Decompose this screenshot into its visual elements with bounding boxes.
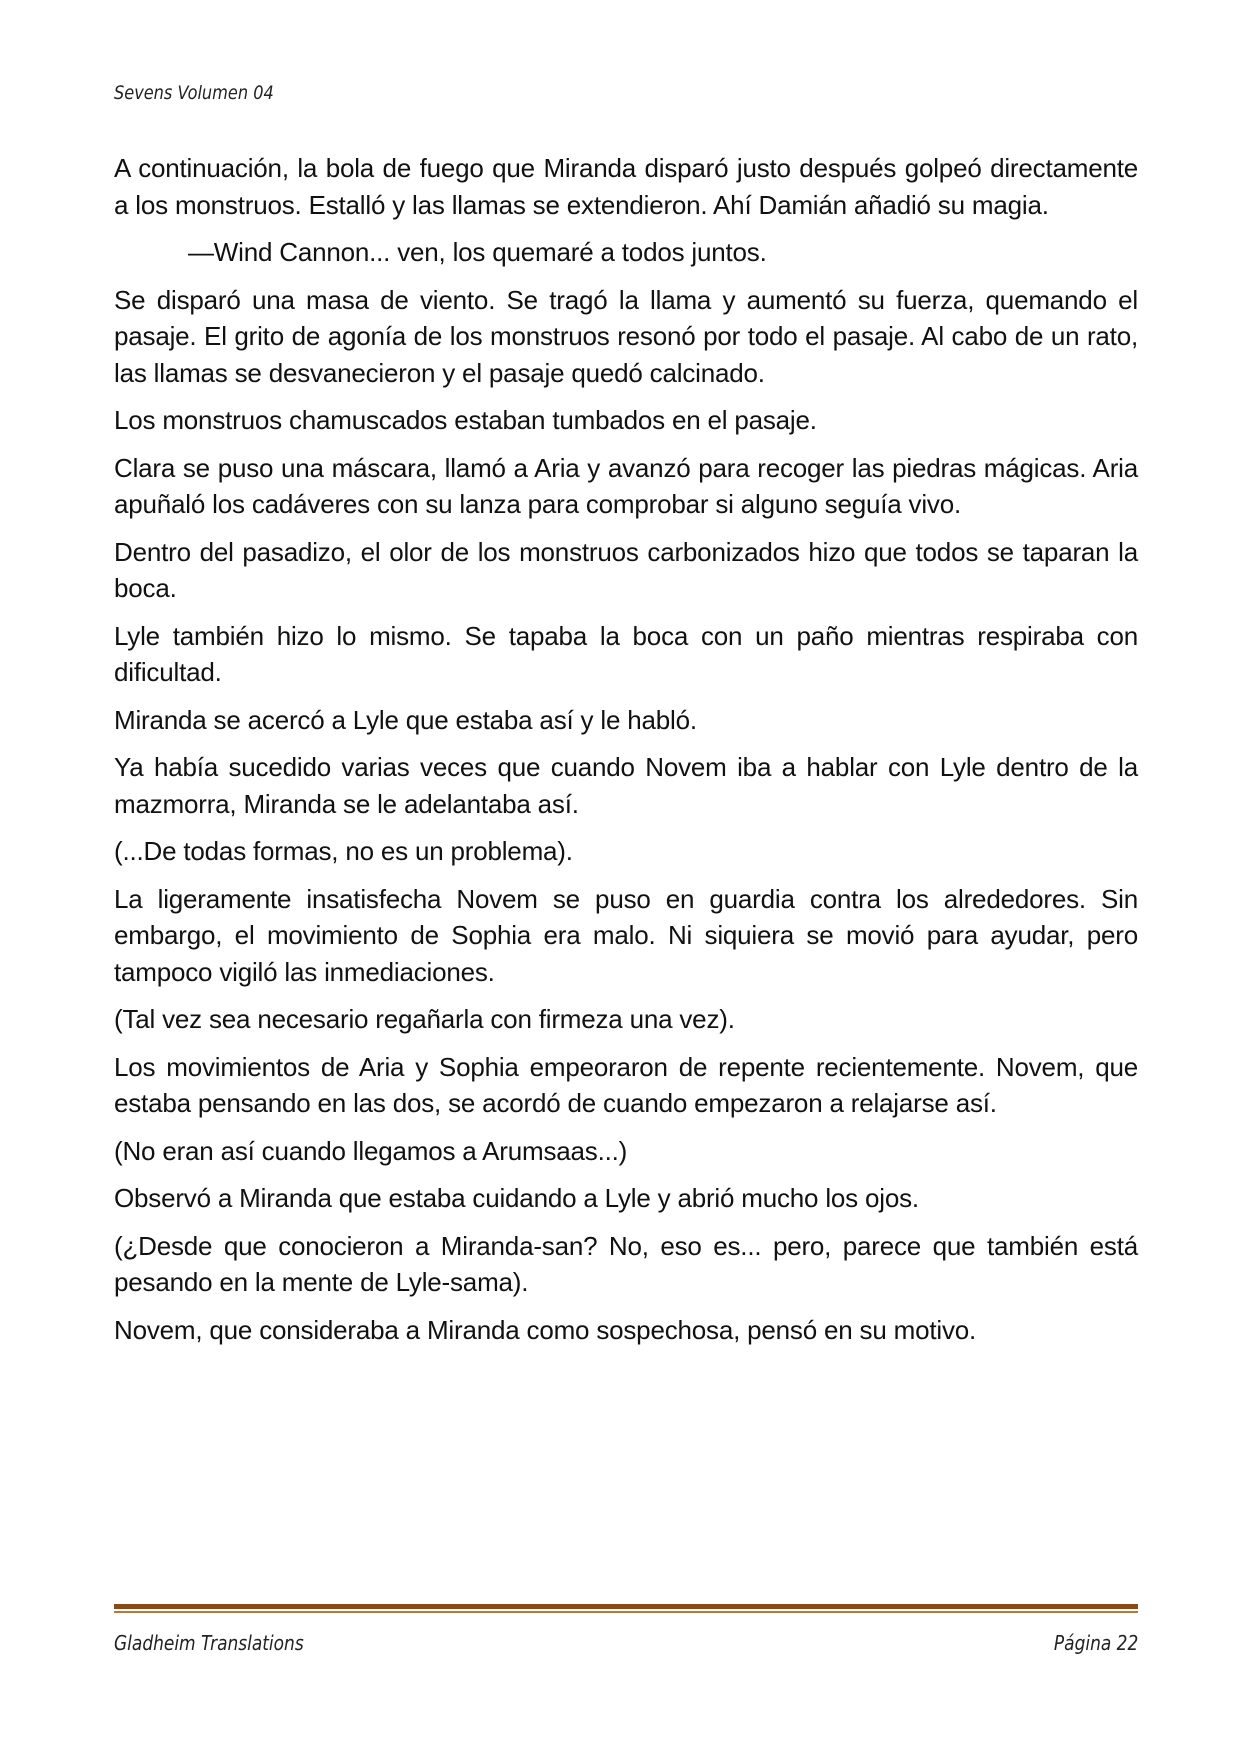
- paragraph: Se disparó una masa de viento. Se tragó la llama y aumentó su fuerza, quemando el pasaje. El grito de agonía de los monstruos resonó por todo el pasaje. Al cabo de un rato, las llamas se desvanecieron y el pasaje quedó calcinado.: [114, 284, 1138, 388]
- paragraph: Novem, que consideraba a Miranda como sospechosa, pensó en su motivo.: [114, 1314, 977, 1345]
- footer-rule-thin: [114, 1611, 1138, 1613]
- footer-rule-thick: [114, 1604, 1138, 1609]
- paragraph: A continuación, la bola de fuego que Miranda disparó justo después golpeó directamente a los monstruos. Estalló y las llamas se extendieron. Ahí Damián añadió su magia.: [114, 153, 1138, 220]
- paragraph: Clara se puso una máscara, llamó a Aria y avanzó para recoger las piedras mágicas. Aria apuñaló los cadáveres con su lanza para comprobar si alguno seguía vivo.: [114, 452, 1138, 519]
- paragraph: Dentro del pasadizo, el olor de los monstruos carbonizados hizo que todos se taparan la boca.: [114, 536, 1138, 603]
- page-body: [114, 150, 1138, 1359]
- paragraph: (¿Desde que conocieron a Miranda-san? No, eso es... pero, parece que también está pesando en la mente de Lyle-sama).: [114, 1230, 1138, 1297]
- paragraph: Lyle también hizo lo mismo. Se tapaba la boca con un paño mientras respiraba con dificultad.: [114, 620, 1138, 687]
- paragraph: Miranda se acercó a Lyle que estaba así y le habló.: [114, 704, 697, 735]
- paragraph: (No eran así cuando llegamos a Arumsaas...): [114, 1135, 628, 1166]
- paragraph: Ya había sucedido varias veces que cuando Novem iba a hablar con Lyle dentro de la mazmorra, Miranda se le adelantaba así.: [114, 752, 1138, 819]
- paragraph: Los movimientos de Aria y Sophia empeoraron de repente recientemente. Novem, que estaba pensando en las dos, se acordó de cuando empezaron a relajarse así.: [114, 1051, 1138, 1118]
- dialogue-line: —Wind Cannon... ven, los quemaré a todos juntos.: [188, 237, 767, 267]
- footer-publisher: Gladheim Translations: [114, 1631, 304, 1655]
- running-header: Sevens Volumen 04: [114, 82, 274, 104]
- paragraph: Observó a Miranda que estaba cuidando a Lyle y abrió mucho los ojos.: [114, 1183, 919, 1213]
- paragraph: La ligeramente insatisfecha Novem se puso en guardia contra los alrededores. Sin embargo, el movimiento de Sophia era malo. Ni siquiera se movió para ayudar, pero tampoco vigiló las inmediaciones.: [114, 883, 1138, 987]
- footer-page-number: Página 22: [1053, 1631, 1138, 1655]
- paragraph: Los monstruos chamuscados estaban tumbados en el pasaje.: [114, 405, 817, 435]
- paragraph: (Tal vez sea necesario regañarla con firmeza una vez).: [114, 1004, 735, 1034]
- paragraph: (...De todas formas, no es un problema).: [114, 836, 573, 866]
